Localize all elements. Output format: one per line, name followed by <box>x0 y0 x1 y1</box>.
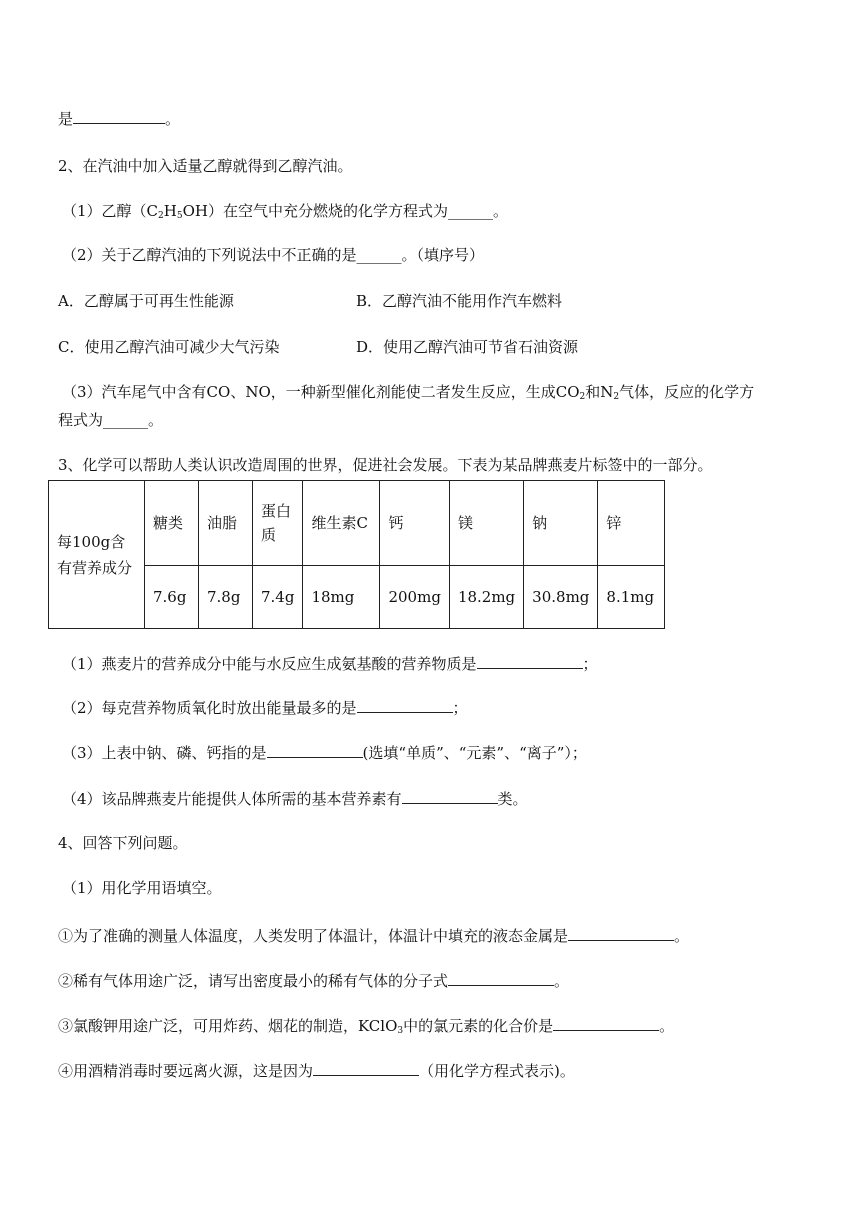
q4-part-1: （1）用化学用语填空。 <box>62 879 222 897</box>
header-cell: 糖类 <box>145 481 199 566</box>
q2-part-3 <box>62 382 754 407</box>
header-cell: 锌 <box>598 481 665 566</box>
q3-part-1 <box>62 653 598 674</box>
question-2-stem: 2、在汽油中加入适量乙醇就得到乙醇汽油。 <box>58 157 353 175</box>
subscript: 5 <box>176 211 183 221</box>
text: ③氯酸钾用途广泛，可用炸药、烟花的制造，KClO <box>58 1017 398 1035</box>
row-header-cell: 每100g含有营养成分 <box>49 481 145 629</box>
q3-part-4 <box>62 788 528 809</box>
text: （用化学方程式表示)。 <box>419 1062 575 1080</box>
q4-item-3 <box>58 1015 674 1041</box>
q4-item-2 <box>58 970 569 991</box>
nutrition-table <box>48 480 665 629</box>
subscript: 3 <box>397 1026 404 1036</box>
text: （2）每克营养物质氧化时放出能量最多的是 <box>62 699 357 717</box>
text: （3）汽车尾气中含有CO、NO，一种新型催化剂能使二者发生反应，生成CO <box>62 383 580 401</box>
answer-blank[interactable] <box>402 788 498 804</box>
text: 。 <box>674 927 690 945</box>
text: ②稀有气体用途广泛，请写出密度最小的稀有气体的分子式 <box>58 972 449 990</box>
value-cell: 7.8g <box>199 566 253 629</box>
answer-blank[interactable] <box>448 970 554 986</box>
text: 。 <box>165 110 181 128</box>
text: （3）上表中钠、磷、钙指的是 <box>62 744 267 762</box>
text: ①为了准确的测量人体温度，人类发明了体温计，体温计中填充的液态金属是 <box>58 927 569 945</box>
value-cell: 30.8mg <box>524 566 598 629</box>
text: 和N <box>585 383 614 401</box>
text: 类。 <box>497 790 528 808</box>
option-a: A．乙醇属于可再生性能源 <box>58 292 234 310</box>
header-cell: 蛋白质 <box>253 481 303 566</box>
text: （1）乙醇（C <box>62 202 159 220</box>
text: ④用酒精消毒时要远离火源，这是因为 <box>58 1062 314 1080</box>
answer-blank[interactable] <box>73 108 165 124</box>
line-top <box>58 108 180 129</box>
q3-part-3 <box>62 742 587 763</box>
text: （1）燕麦片的营养成分中能与水反应生成氨基酸的营养物质是 <box>62 655 477 673</box>
text: (选填“单质”、“元素”、“离子”）； <box>362 744 587 762</box>
answer-blank[interactable]: ______。 <box>447 202 508 220</box>
subscript: 2 <box>158 211 164 221</box>
q3-part-2 <box>62 697 468 718</box>
header-cell: 钙 <box>380 481 449 566</box>
header-cell: 镁 <box>449 481 523 566</box>
q4-item-4 <box>58 1060 575 1081</box>
text: OH）在空气中充分燃烧的化学方程式为 <box>182 202 448 220</box>
answer-blank[interactable] <box>477 653 583 669</box>
value-cell: 7.6g <box>145 566 199 629</box>
header-cell: 钠 <box>524 481 598 566</box>
text: H <box>163 202 177 220</box>
header-cell: 油脂 <box>199 481 253 566</box>
text: （4）该品牌燕麦片能提供人体所需的基本营养素有 <box>62 790 402 808</box>
q2-part-2: （2）关于乙醇汽油的下列说法中不正确的是______。（填序号） <box>62 246 485 264</box>
text: ； <box>452 699 468 717</box>
value-cell: 7.4g <box>253 566 303 629</box>
subscript: 2 <box>613 392 620 402</box>
text: 。 <box>554 972 570 990</box>
text: 中的氯元素的化合价是 <box>403 1017 554 1035</box>
q2-part-3-continued: 程式为______。 <box>58 411 164 429</box>
value-cell: 200mg <box>380 566 449 629</box>
option-b: B．乙醇汽油不能用作汽车燃料 <box>356 292 563 310</box>
text: 气体，反应的化学方 <box>619 383 755 401</box>
answer-blank[interactable] <box>357 697 453 713</box>
answer-blank[interactable] <box>313 1060 419 1076</box>
answer-blank[interactable] <box>267 742 363 758</box>
value-cell: 8.1mg <box>598 566 665 629</box>
value-cell: 18mg <box>303 566 380 629</box>
question-4-stem: 4、回答下列问题。 <box>58 834 188 852</box>
header-cell: 维生素C <box>303 481 380 566</box>
answer-blank[interactable] <box>553 1015 659 1031</box>
option-d: D．使用乙醇汽油可节省石油资源 <box>356 338 579 356</box>
text: ； <box>582 655 598 673</box>
option-c: C．使用乙醇汽油可减少大气污染 <box>58 338 280 356</box>
text: 是 <box>58 110 74 128</box>
table-header-row <box>49 481 665 566</box>
value-cell: 18.2mg <box>449 566 523 629</box>
answer-blank[interactable] <box>568 925 674 941</box>
text: 。 <box>659 1017 675 1035</box>
q4-item-1 <box>58 925 689 946</box>
q2-part-1 <box>62 201 508 226</box>
subscript: 2 <box>579 392 586 402</box>
question-3-stem: 3、化学可以帮助人类认识改造周围的世界，促进社会发展。下表为某品牌燕麦片标签中的一部分。 <box>58 456 713 474</box>
